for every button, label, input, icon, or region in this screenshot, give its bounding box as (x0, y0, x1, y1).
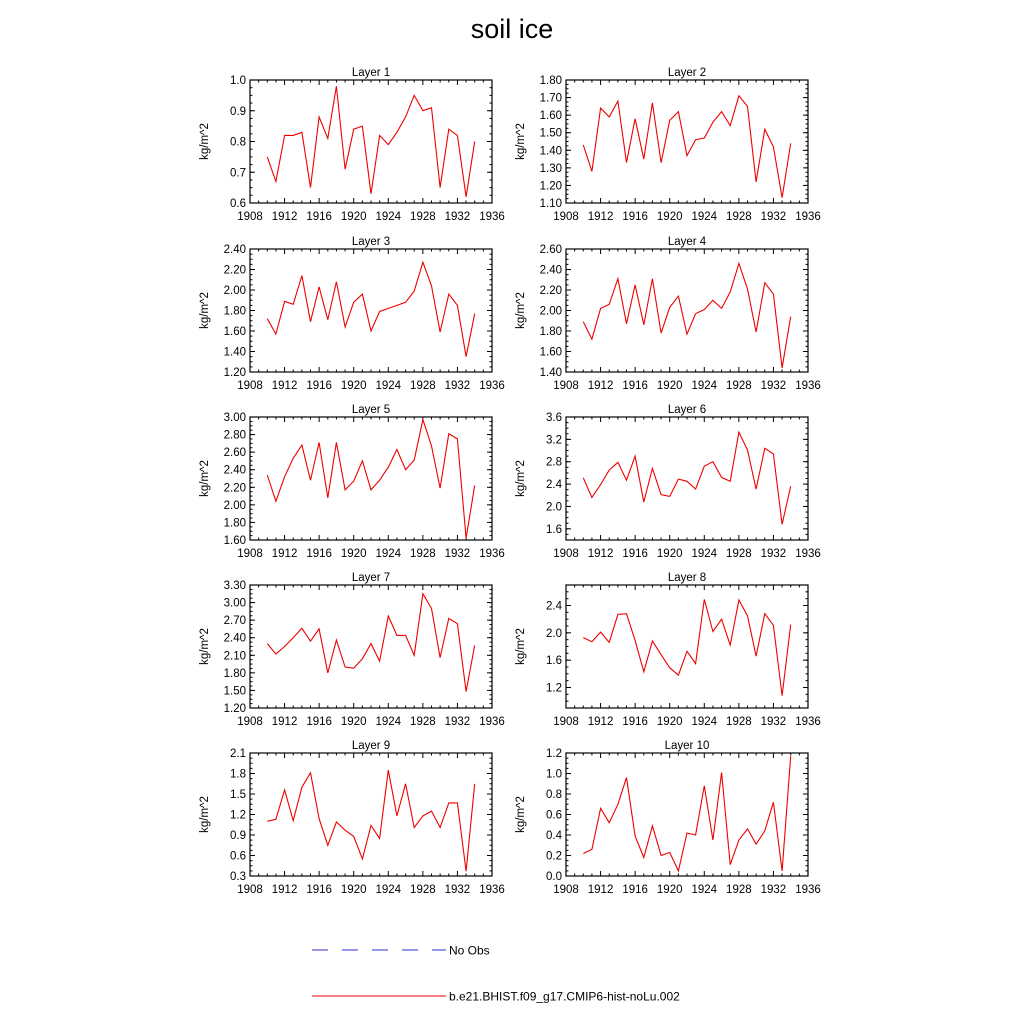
y-tick-label: 0.4 (546, 830, 562, 842)
y-axis-label: kg/m^2 (199, 460, 211, 497)
x-tick-label: 1916 (622, 380, 648, 392)
x-tick-label: 1916 (622, 884, 648, 896)
y-tick-label: 2.00 (223, 285, 246, 297)
y-axis-label: kg/m^2 (515, 628, 527, 665)
x-tick-label: 1920 (340, 884, 367, 896)
y-tick-label: 0.8 (230, 136, 246, 149)
y-tick-label: 3.00 (223, 412, 246, 424)
y-tick-label: 0.6 (546, 809, 562, 822)
x-tick-label: 1916 (622, 548, 648, 560)
y-axis-label: kg/m^2 (515, 292, 527, 329)
y-tick-label: 0.2 (546, 850, 562, 863)
y-tick-label: 1.80 (223, 305, 246, 318)
x-tick-label: 1924 (691, 716, 718, 728)
y-tick-label: 0.6 (230, 850, 246, 863)
x-tick-label: 1908 (553, 211, 579, 223)
x-tick-label: 1932 (444, 380, 471, 392)
x-tick-label: 1920 (656, 380, 683, 392)
x-tick-label: 1912 (271, 884, 298, 896)
x-tick-label: 1912 (587, 884, 614, 896)
x-tick-label: 1912 (587, 548, 614, 560)
y-axis-label: kg/m^2 (515, 460, 527, 497)
y-tick-label: 0.7 (230, 167, 246, 180)
y-tick-label: 2.80 (223, 429, 246, 442)
x-tick-label: 1916 (622, 211, 648, 223)
x-tick-label: 1932 (760, 884, 787, 896)
y-tick-label: 0.8 (546, 789, 562, 801)
y-tick-label: 1.40 (223, 346, 246, 359)
panel-title: Layer 6 (667, 404, 707, 416)
y-tick-label: 1.80 (223, 517, 246, 530)
y-tick-label: 1.80 (223, 667, 246, 680)
y-axis-label: kg/m^2 (199, 628, 211, 665)
y-tick-label: 1.10 (539, 198, 562, 210)
y-tick-label: 1.6 (546, 523, 562, 536)
page-title: soil ice (470, 14, 554, 44)
panel-title: Layer 10 (664, 740, 710, 752)
x-tick-label: 1916 (306, 884, 332, 896)
x-tick-label: 1924 (375, 884, 402, 896)
x-tick-label: 1920 (656, 548, 683, 560)
y-tick-label: 2.60 (223, 447, 246, 460)
x-tick-label: 1908 (237, 884, 263, 896)
legend-label-model: b.e21.BHIST.f09_g17.CMIP6-hist-noLu.002 (449, 989, 680, 1004)
y-tick-label: 2.0 (546, 501, 562, 514)
x-tick-label: 1928 (410, 548, 436, 560)
y-tick-label: 0.0 (546, 871, 562, 883)
x-tick-label: 1928 (410, 380, 436, 392)
y-tick-label: 3.2 (546, 434, 562, 447)
x-tick-label: 1908 (553, 884, 579, 896)
y-tick-label: 1.20 (223, 367, 246, 379)
y-tick-label: 1.40 (539, 145, 562, 158)
y-tick-label: 1.2 (546, 682, 562, 695)
x-tick-label: 1924 (375, 548, 402, 560)
x-tick-label: 1924 (691, 211, 718, 223)
x-tick-label: 1936 (795, 380, 821, 392)
y-axis-label: kg/m^2 (515, 123, 527, 160)
x-tick-label: 1932 (760, 716, 787, 728)
y-tick-label: 2.40 (223, 464, 246, 477)
y-tick-label: 1.2 (546, 748, 562, 760)
y-tick-label: 2.20 (223, 482, 246, 495)
y-tick-label: 1.80 (539, 75, 562, 87)
y-tick-label: 1.60 (539, 346, 562, 359)
x-tick-label: 1924 (691, 884, 718, 896)
y-tick-label: 2.40 (539, 264, 562, 277)
x-tick-label: 1924 (375, 716, 402, 728)
y-tick-label: 2.00 (539, 305, 562, 318)
y-tick-label: 2.20 (223, 264, 246, 277)
x-tick-label: 1912 (271, 716, 298, 728)
y-tick-label: 1.60 (223, 326, 246, 338)
panel-title: Layer 4 (667, 236, 707, 248)
x-tick-label: 1936 (479, 211, 505, 223)
x-tick-label: 1920 (656, 716, 683, 728)
x-tick-label: 1924 (375, 211, 402, 223)
x-tick-label: 1936 (479, 884, 505, 896)
panel-title: Layer 2 (667, 67, 707, 79)
y-tick-label: 1.6 (546, 655, 562, 668)
x-tick-label: 1920 (340, 716, 367, 728)
panel-title: Layer 8 (667, 572, 707, 584)
x-tick-label: 1936 (795, 716, 821, 728)
y-tick-label: 2.10 (223, 650, 246, 663)
y-tick-label: 1.50 (539, 127, 562, 140)
x-tick-label: 1932 (444, 548, 471, 560)
x-tick-label: 1908 (237, 211, 263, 223)
y-axis-label: kg/m^2 (515, 796, 527, 833)
y-tick-label: 1.0 (230, 75, 246, 87)
x-tick-label: 1912 (587, 380, 614, 392)
x-tick-label: 1912 (271, 380, 298, 392)
x-tick-label: 1928 (726, 548, 752, 560)
x-tick-label: 1936 (479, 380, 505, 392)
y-tick-label: 2.40 (223, 244, 246, 256)
y-tick-label: 1.60 (223, 535, 246, 547)
x-tick-label: 1928 (726, 211, 752, 223)
y-tick-label: 1.0 (546, 768, 562, 781)
y-tick-label: 0.3 (230, 871, 246, 883)
x-tick-label: 1916 (306, 211, 332, 223)
x-tick-label: 1908 (237, 716, 263, 728)
y-tick-label: 2.8 (546, 456, 562, 469)
x-tick-label: 1936 (479, 716, 505, 728)
x-tick-label: 1908 (237, 380, 263, 392)
y-tick-label: 2.4 (546, 479, 562, 492)
x-tick-label: 1932 (760, 380, 787, 392)
x-tick-label: 1936 (479, 548, 505, 560)
x-tick-label: 1928 (726, 884, 752, 896)
y-tick-label: 2.20 (539, 285, 562, 297)
y-tick-label: 2.40 (223, 632, 246, 645)
x-tick-label: 1928 (410, 211, 436, 223)
y-tick-label: 1.20 (539, 180, 562, 193)
y-tick-label: 1.30 (539, 162, 562, 175)
y-tick-label: 2.60 (539, 244, 562, 256)
y-tick-label: 2.4 (546, 600, 562, 613)
panel-title: Layer 1 (351, 67, 391, 79)
x-tick-label: 1912 (587, 211, 614, 223)
y-tick-label: 1.5 (230, 789, 246, 801)
x-tick-label: 1936 (795, 884, 821, 896)
x-tick-label: 1908 (553, 380, 579, 392)
x-tick-label: 1920 (340, 548, 367, 560)
x-tick-label: 1924 (375, 380, 402, 392)
x-tick-label: 1920 (656, 884, 683, 896)
panel-title: Layer 3 (351, 236, 391, 248)
panel-title: Layer 9 (351, 740, 391, 752)
y-axis-label: kg/m^2 (199, 123, 211, 160)
y-tick-label: 1.40 (539, 367, 562, 379)
x-tick-label: 1932 (444, 884, 471, 896)
x-tick-label: 1920 (340, 380, 367, 392)
x-tick-label: 1920 (656, 211, 683, 223)
y-tick-label: 3.30 (223, 580, 246, 592)
x-tick-label: 1936 (795, 211, 821, 223)
x-tick-label: 1908 (237, 548, 263, 560)
x-tick-label: 1924 (691, 380, 718, 392)
x-tick-label: 1908 (553, 548, 579, 560)
legend-label-no-obs: No Obs (449, 943, 490, 958)
y-tick-label: 1.60 (539, 110, 562, 123)
x-tick-label: 1936 (795, 548, 821, 560)
y-tick-label: 1.8 (230, 768, 246, 781)
x-tick-label: 1928 (410, 884, 436, 896)
x-tick-label: 1932 (444, 716, 471, 728)
x-tick-label: 1916 (306, 716, 332, 728)
x-tick-label: 1912 (587, 716, 614, 728)
x-tick-label: 1916 (306, 380, 332, 392)
y-tick-label: 1.2 (230, 809, 246, 822)
x-tick-label: 1912 (271, 211, 298, 223)
x-tick-label: 1916 (306, 548, 332, 560)
y-tick-label: 0.9 (230, 105, 246, 118)
x-tick-label: 1928 (726, 716, 752, 728)
y-tick-label: 2.00 (223, 499, 246, 512)
x-tick-label: 1908 (553, 716, 579, 728)
x-tick-label: 1916 (622, 716, 648, 728)
y-tick-label: 1.50 (223, 685, 246, 698)
y-tick-label: 1.70 (539, 92, 562, 105)
x-tick-label: 1932 (444, 211, 471, 223)
y-tick-label: 2.0 (546, 627, 562, 640)
panel-title: Layer 7 (351, 572, 391, 584)
y-axis-label: kg/m^2 (199, 292, 211, 329)
y-tick-label: 0.9 (230, 830, 246, 842)
x-tick-label: 1912 (271, 548, 298, 560)
y-tick-label: 2.1 (230, 748, 246, 760)
x-tick-label: 1920 (340, 211, 367, 223)
y-tick-label: 2.70 (223, 615, 246, 628)
x-tick-label: 1928 (726, 380, 752, 392)
y-axis-label: kg/m^2 (199, 796, 211, 833)
y-tick-label: 0.6 (230, 198, 246, 210)
y-tick-label: 3.6 (546, 412, 562, 424)
y-tick-label: 1.80 (539, 326, 562, 338)
y-tick-label: 1.20 (223, 703, 246, 715)
panel-title: Layer 5 (351, 404, 391, 416)
x-tick-label: 1932 (760, 548, 787, 560)
x-tick-label: 1924 (691, 548, 718, 560)
x-tick-label: 1932 (760, 211, 787, 223)
y-tick-label: 3.00 (223, 597, 246, 610)
x-tick-label: 1928 (410, 716, 436, 728)
